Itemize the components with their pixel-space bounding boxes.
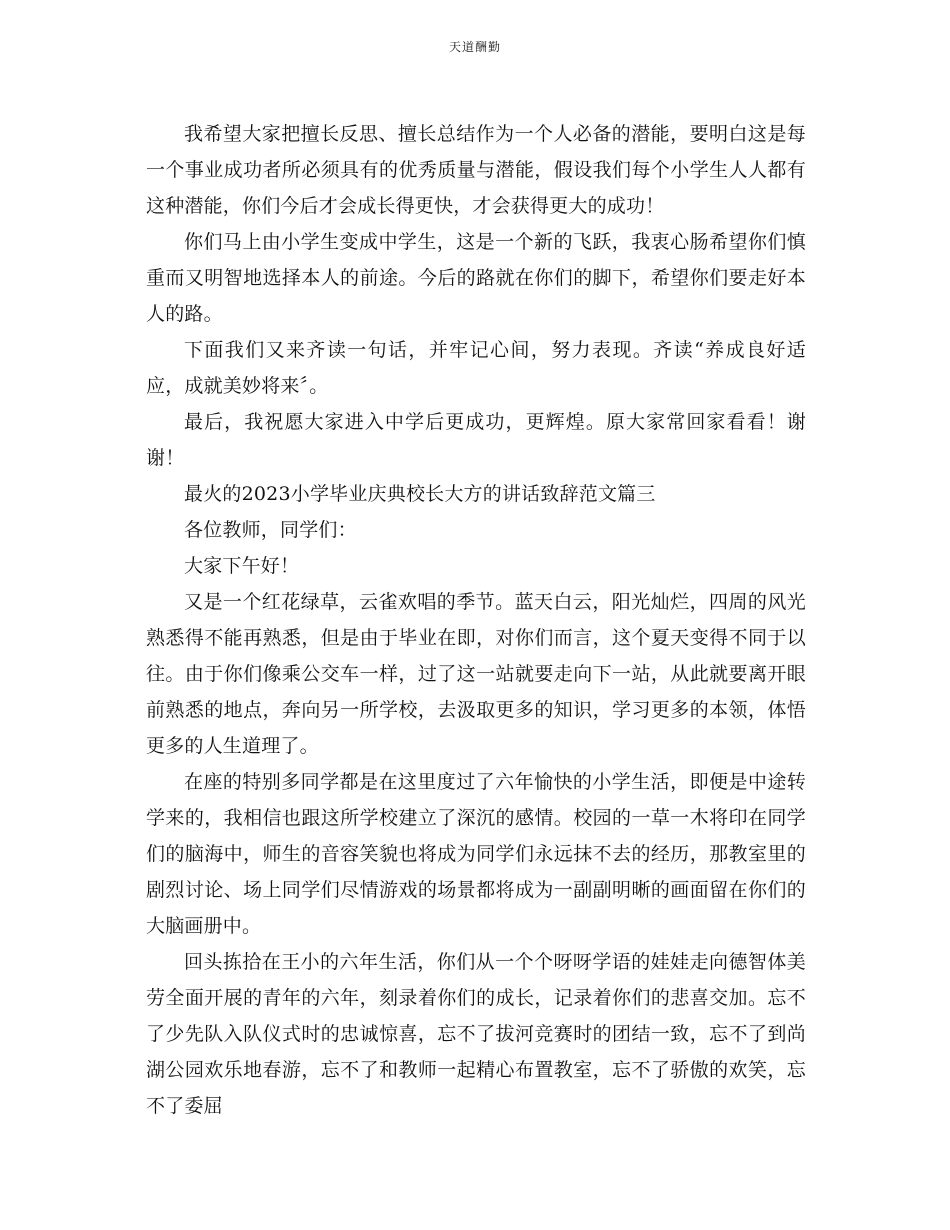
salutation: 各位教师，同学们： [184, 519, 357, 541]
greeting: 大家下午好！ [184, 555, 300, 577]
document-body [146, 116, 806, 1124]
paragraph-six-years: 回头拣拾在王小的六年生活，你们从一个个呀呀学语的娃娃走向德智体美劳全面开展的青年的六年，刻录着你们的成长，记录着你们的悲喜交加。忘不了少先队入队仪式时的忠诚惊喜，忘不了拔河竞赛时的团结一致，忘不了到尚湖公园欢乐地春游，忘不了和教师一起精心布置教室，忘不了骄傲的欢笑，忘不了委屈 [146, 951, 806, 1117]
section-title: 最火的2023小学毕业庆典校长大方的讲话致辞范文篇三 [184, 483, 656, 505]
paragraph-recite: 下面我们又来齐读一句话，并牢记心间，努力表现。齐读“养成良好适应，成就美妙将来〞。 [146, 339, 806, 397]
paragraph-season: 又是一个红花绿草，云雀欢唱的季节。蓝天白云，阳光灿烂，四周的风光熟悉得不能再熟悉，但是由于毕业在即，对你们而言，这个夏天变得不同于以往。由于你们像乘公交车一样，过了这一站就要走向下一站，从此就要离开眼前熟悉的地点，奔向另一所学校，去汲取更多的知识，学习更多的本领，体悟更多的人生道理了。 [146, 591, 806, 757]
page-header: 天道酬勤 [448, 40, 501, 54]
paragraph-reflection: 我希望大家把擅长反思、擅长总结作为一个人必备的潜能，要明白这是每一个事业成功者所必须具有的优秀质量与潜能，假设我们每个小学生人人都有这种潜能，你们今后才会成长得更快，才会获得更大的成功！ [146, 123, 806, 217]
paragraph-wishes: 最后，我祝愿大家进入中学后更成功，更辉煌。原大家常回家看看！谢 谢！ [146, 411, 806, 469]
paragraph-memories: 在座的特别多同学都是在这里度过了六年愉快的小学生活，即便是中途转学来的，我相信也跟这所学校建立了深沉的感情。校园的一草一木将印在同学们的脑海中，师生的音容笑貌也将成为同学们永远抹不去的经历，那教室里的剧烈讨论、场上同学们尽情游戏的场景都将成为一副副明晰的画面留在你们的大脑画册中。 [146, 771, 806, 937]
paragraph-middle-school: 你们马上由小学生变成中学生，这是一个新的飞跃，我衷心肠希望你们慎重而又明智地选择本人的前途。今后的路就在你们的脚下，希望你们要走好本人的路。 [146, 231, 806, 325]
